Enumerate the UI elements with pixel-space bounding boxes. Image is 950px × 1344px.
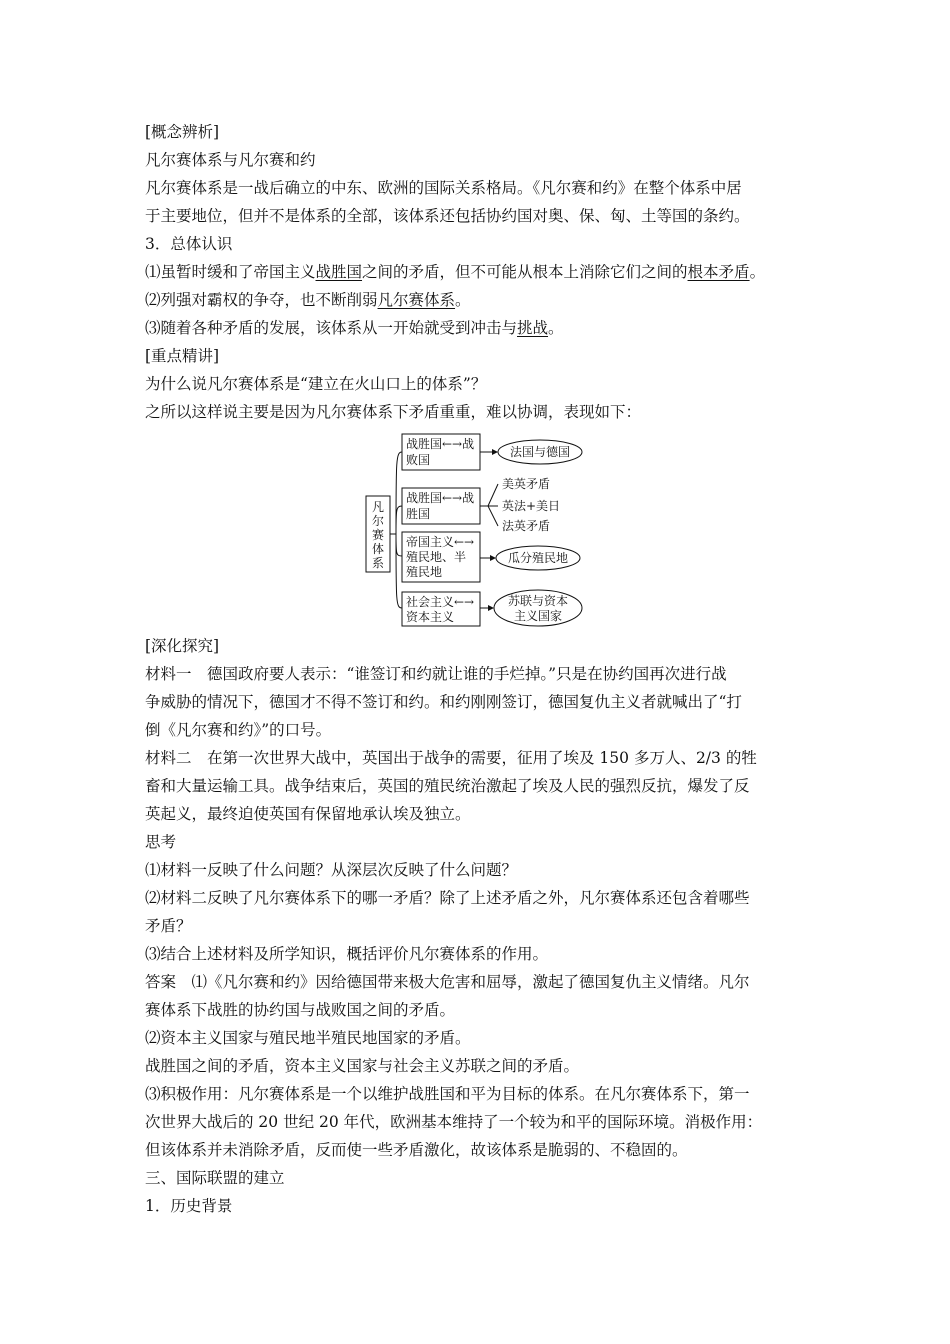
diagram-box-2-line: 胜国 <box>406 507 431 521</box>
diagram-root-char: 赛 <box>372 528 385 542</box>
heading-background: 1．历史背景 <box>145 1197 233 1215</box>
diagram-box-3-line: 殖民地、半 <box>406 550 467 564</box>
diagram-root-char: 体 <box>372 542 385 556</box>
diagram-box-2-line: 战胜国←→战 <box>406 491 475 505</box>
material-1-line-1: 材料一 德国政府要人表示：“谁签订和约就让谁的手烂掉。”只是在协约国再次进行战 <box>145 665 727 683</box>
material-1-line-2: 争威胁的情况下，德国才不得不签订和约。和约刚刚签订，德国复仇主义者就喊出了“打 <box>145 693 742 711</box>
heading-overall: 3．总体认识 <box>145 235 233 253</box>
underlined-term: 根本矛盾 <box>687 263 750 281</box>
brace-lower <box>396 534 402 608</box>
question-3: ⑶结合上述材料及所学知识，概括评价凡尔赛体系的作用。 <box>145 945 549 963</box>
arrowhead-icon <box>490 555 496 561</box>
diagram-fork-upper <box>488 484 498 506</box>
arrowhead-icon <box>488 605 494 611</box>
section-label-deep: [深化探究] <box>145 637 220 655</box>
question-2-line-2: 矛盾？ <box>145 917 192 935</box>
diagram-root-char: 系 <box>372 556 385 570</box>
concept-para-line-1: 凡尔赛体系是一战后确立的中东、欧洲的国际关系格局。《凡尔赛和约》在整个体系中居 <box>145 179 742 197</box>
underlined-term: 战胜国 <box>315 263 363 281</box>
brace-mid-lower <box>396 534 402 556</box>
contradiction-diagram <box>362 430 592 630</box>
diagram-result-1-text: 法国与德国 <box>509 445 571 459</box>
answer-line-6: 次世界大战后的 20 世纪 20 年代，欧洲基本维持了一个较为和平的国际环境。消极作用： <box>145 1113 763 1131</box>
diagram-root-char: 尔 <box>372 514 385 528</box>
section-label-key: [重点精讲] <box>145 347 220 365</box>
think-label: 思考 <box>145 833 177 851</box>
question-1: ⑴材料一反映了什么问题？从深层次反映了什么问题？ <box>145 861 518 879</box>
section-label-concept: [概念辨析] <box>145 123 220 141</box>
answer-line-2: 赛体系下战胜的协约国与战败国之间的矛盾。 <box>145 1001 456 1019</box>
brace-upper <box>396 452 402 534</box>
point-2: ⑵列强对霸权的争夺，也不断削弱凡尔赛体系。 <box>145 291 471 309</box>
answer-line-5: ⑶积极作用：凡尔赛体系是一个以维护战胜国和平为目标的体系。在凡尔赛体系下，第一 <box>145 1085 750 1103</box>
underlined-term: 挑战 <box>517 319 549 337</box>
answer-line-3: ⑵资本主义国家与殖民地半殖民地国家的矛盾。 <box>145 1029 471 1047</box>
diagram-result-2-line: 英法+美日 <box>502 499 561 513</box>
diagram-box-4-line: 社会主义←→ <box>406 595 475 609</box>
arrowhead-icon <box>492 449 498 455</box>
diagram-result-4-line: 苏联与资本 <box>507 594 569 608</box>
heading-league: 三、国际联盟的建立 <box>145 1169 285 1187</box>
diagram-root-char: 凡 <box>372 500 385 514</box>
underlined-term: 凡尔赛体系 <box>377 291 456 309</box>
question-2-line-1: ⑵材料二反映了凡尔赛体系下的哪一矛盾？除了上述矛盾之外，凡尔赛体系还包含着哪些 <box>145 889 750 907</box>
diagram-box-1-line: 败国 <box>406 453 431 467</box>
diagram-result-2-line: 美英矛盾 <box>502 477 551 491</box>
diagram-box-1-line: 战胜国←→战 <box>406 437 475 451</box>
answer-line-7: 但该体系并未消除矛盾，反而使一些矛盾激化，故该体系是脆弱的、不稳固的。 <box>145 1141 688 1159</box>
diagram-result-4-line: 主义国家 <box>513 609 563 623</box>
key-answer: 之所以这样说主要是因为凡尔赛体系下矛盾重重，难以协调，表现如下： <box>145 403 642 421</box>
diagram-result-2-line: 法英矛盾 <box>502 519 551 533</box>
diagram-box-3-line: 殖民地 <box>406 565 443 579</box>
point-3: ⑶随着各种矛盾的发展，该体系从一开始就受到冲击与挑战。 <box>145 319 564 337</box>
brace-mid-upper <box>396 506 402 534</box>
concept-para-line-2: 于主要地位，但并不是体系的全部，该体系还包括协约国对奥、保、匈、土等国的条约。 <box>145 207 750 225</box>
diagram-box-3-line: 帝国主义←→ <box>406 535 475 549</box>
concept-title: 凡尔赛体系与凡尔赛和约 <box>145 151 316 169</box>
key-question: 为什么说凡尔赛体系是“建立在火山口上的体系”？ <box>145 375 487 393</box>
point-1: ⑴虽暂时缓和了帝国主义战胜国之间的矛盾，但不可能从根本上消除它们之间的根本矛盾。 <box>145 263 766 281</box>
answer-line-1: 答案 ⑴《凡尔赛和约》因给德国带来极大危害和屈辱，激起了德国复仇主义情绪。凡尔 <box>145 973 750 991</box>
material-2-line-2: 畜和大量运输工具。战争结束后，英国的殖民统治激起了埃及人民的强烈反抗，爆发了反 <box>145 777 750 795</box>
answer-line-4: 战胜国之间的矛盾，资本主义国家与社会主义苏联之间的矛盾。 <box>145 1057 580 1075</box>
diagram-fork-lower <box>488 506 498 526</box>
material-2-line-3: 英起义，最终迫使英国有保留地承认埃及独立。 <box>145 805 471 823</box>
material-2-line-1: 材料二 在第一次世界大战中，英国出于战争的需要，征用了埃及 150 多万人、2/3 的牲 <box>145 749 757 767</box>
diagram-box-4-line: 资本主义 <box>406 610 455 624</box>
diagram-result-3-text: 瓜分殖民地 <box>507 551 569 565</box>
material-1-line-3: 倒《凡尔赛和约》”的口号。 <box>145 721 332 739</box>
